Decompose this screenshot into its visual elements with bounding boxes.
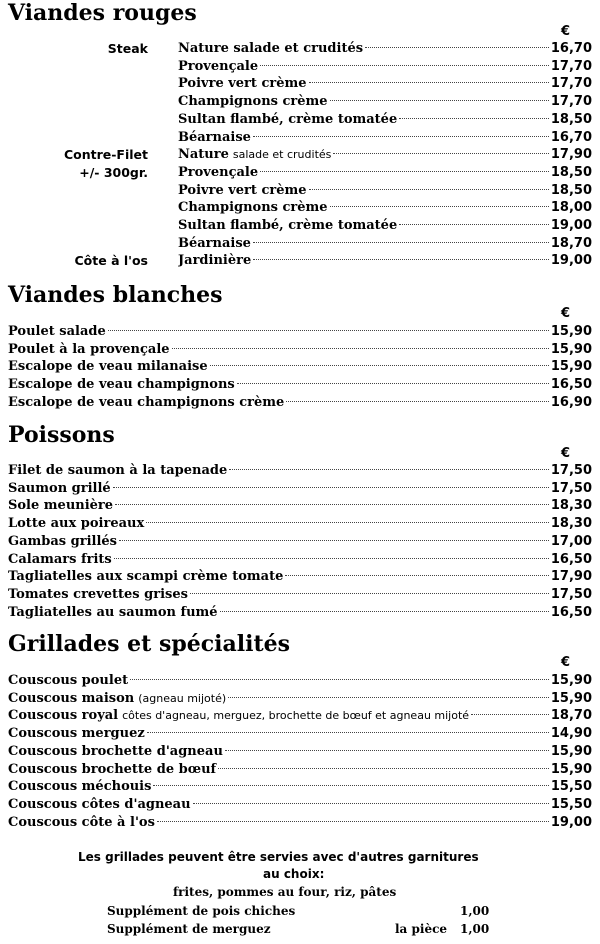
item-line xyxy=(8,568,592,586)
item-line xyxy=(8,480,592,498)
item-name: Béarnaise xyxy=(178,235,251,251)
item-line xyxy=(178,40,592,58)
item-price: 17,70 xyxy=(550,94,592,110)
dot-leader xyxy=(330,99,549,101)
dot-leader xyxy=(220,610,549,612)
menu-item-row xyxy=(0,75,600,93)
dot-leader xyxy=(253,241,549,243)
item-line xyxy=(178,217,592,235)
footer-line-2: au choix: xyxy=(263,867,325,881)
dot-leader xyxy=(153,784,548,786)
currency-symbol: € xyxy=(560,24,570,39)
item-line xyxy=(8,341,592,359)
item-price: 17,70 xyxy=(550,76,592,92)
item-line xyxy=(8,497,592,515)
item-line xyxy=(8,814,592,832)
menu-item-row xyxy=(0,551,600,569)
item-price: 18,50 xyxy=(550,111,592,127)
menu-item-row xyxy=(0,93,600,111)
dot-leader xyxy=(115,503,549,505)
item-price: 17,90 xyxy=(550,147,592,163)
dot-leader xyxy=(172,347,549,349)
item-name: Provençale xyxy=(178,58,259,74)
menu-item-row xyxy=(0,586,600,604)
menu-item-row xyxy=(0,323,600,341)
item-price: 19,00 xyxy=(550,814,592,830)
item-name: Escalope de veau milanaise xyxy=(8,359,208,375)
item-line xyxy=(178,129,592,147)
dot-leader xyxy=(471,713,549,715)
menu-item-row xyxy=(0,217,600,235)
item-name: Poulet à la provençale xyxy=(8,341,170,357)
menu-item-row xyxy=(0,182,600,200)
dot-leader xyxy=(333,152,549,154)
menu-item-row xyxy=(0,341,600,359)
dot-leader xyxy=(225,749,549,751)
supplement-2-label: Supplément de merguez xyxy=(107,922,271,936)
dot-leader xyxy=(218,767,549,769)
dot-leader xyxy=(399,223,549,225)
item-price: 16,50 xyxy=(550,551,592,567)
menu-item-row xyxy=(0,40,600,58)
dot-leader xyxy=(119,539,549,541)
menu-item-row xyxy=(0,462,600,480)
menu-item-row xyxy=(0,814,600,832)
dot-leader xyxy=(228,696,549,698)
item-price: 15,50 xyxy=(550,779,592,795)
menu-item-row xyxy=(0,146,600,164)
menu-item-row xyxy=(0,690,600,708)
item-price: 18,30 xyxy=(550,498,592,514)
item-price: 18,70 xyxy=(550,235,592,251)
item-price: 15,90 xyxy=(550,761,592,777)
currency-symbol: € xyxy=(560,655,570,670)
footer-line-3: frites, pommes au four, riz, pâtes xyxy=(173,885,397,899)
item-name: Couscous brochette d'agneau xyxy=(8,743,223,759)
dot-leader xyxy=(309,188,549,190)
item-price: 17,00 xyxy=(550,533,592,549)
item-name: Saumon grillé xyxy=(8,480,111,496)
menu-item-row xyxy=(0,672,600,690)
menu-item-row xyxy=(0,778,600,796)
item-name: Nature xyxy=(178,147,229,163)
item-line xyxy=(8,778,592,796)
item-category: Steak xyxy=(107,41,148,56)
item-line xyxy=(178,235,592,253)
item-name: Escalope de veau champignons xyxy=(8,377,235,393)
menu-item-row xyxy=(0,568,600,586)
item-name: Provençale xyxy=(178,164,259,180)
item-name: Couscous merguez xyxy=(8,726,145,742)
item-line xyxy=(8,323,592,341)
item-price: 16,70 xyxy=(550,129,592,145)
item-price: 15,90 xyxy=(550,673,592,688)
menu-item-row xyxy=(0,725,600,743)
dot-leader xyxy=(157,820,549,822)
item-name: Couscous royal xyxy=(8,708,119,724)
item-price: 15,90 xyxy=(550,743,592,759)
currency-symbol: € xyxy=(560,306,570,321)
menu-item-row xyxy=(0,376,600,394)
item-name: Couscous côtes d'agneau xyxy=(8,796,191,812)
dot-leader xyxy=(260,64,549,66)
item-category: Côte à l'os xyxy=(74,253,148,269)
item-line xyxy=(8,725,592,743)
menu-item-row xyxy=(0,533,600,551)
item-name: Couscous brochette de bœuf xyxy=(8,761,217,777)
item-name: Poivre vert crème xyxy=(178,76,307,92)
item-name: Poivre vert crème xyxy=(178,182,307,198)
item-price: 18,30 xyxy=(550,516,592,532)
section-title: Viandes blanches xyxy=(8,282,223,308)
menu-item-row xyxy=(0,235,600,253)
menu-item-row xyxy=(0,358,600,376)
item-line xyxy=(8,796,592,814)
item-line xyxy=(8,515,592,533)
item-price: 18,50 xyxy=(550,182,592,198)
item-price: 15,90 xyxy=(550,324,592,339)
item-name: Gambas grillés xyxy=(8,533,117,549)
item-price: 14,90 xyxy=(550,726,592,742)
item-price: 19,00 xyxy=(550,218,592,233)
item-price: 16,70 xyxy=(550,41,592,56)
menu-item-row xyxy=(0,394,600,412)
menu-item-row xyxy=(0,743,600,761)
menu-item-row xyxy=(0,129,600,147)
item-line xyxy=(178,75,592,93)
item-price: 16,50 xyxy=(550,604,592,620)
menu-item-row xyxy=(0,252,600,270)
item-name: Champignons crème xyxy=(178,200,328,216)
item-name: Tagliatelles aux scampi crème tomate xyxy=(8,569,284,585)
item-line xyxy=(8,761,592,779)
item-line xyxy=(8,533,592,551)
item-price: 17,50 xyxy=(550,463,592,478)
item-line xyxy=(8,462,592,480)
item-line xyxy=(178,58,592,76)
item-price: 16,50 xyxy=(550,377,592,393)
menu-item-row xyxy=(0,761,600,779)
supplement-1-label: Supplément de pois chiches xyxy=(107,904,296,918)
item-name: Lotte aux poireaux xyxy=(8,516,145,532)
dot-leader xyxy=(365,46,549,48)
item-price: 17,70 xyxy=(550,58,592,74)
item-line xyxy=(178,146,592,164)
item-name: Couscous poulet xyxy=(8,673,129,688)
item-name: Escalope de veau champignons crème xyxy=(8,394,285,410)
dot-leader xyxy=(330,205,549,207)
dot-leader xyxy=(190,592,549,594)
item-line xyxy=(178,164,592,182)
dot-leader xyxy=(146,521,549,523)
item-name: Couscous côte à l'os xyxy=(8,814,155,830)
item-price: 17,90 xyxy=(550,569,592,585)
item-name: Béarnaise xyxy=(178,129,251,145)
dot-leader xyxy=(193,802,549,804)
item-price: 15,90 xyxy=(550,359,592,375)
menu-item-row xyxy=(0,111,600,129)
footer-line-1: Les grillades peuvent être servies avec d'autres garnitures xyxy=(78,850,479,864)
item-note: salade et crudités xyxy=(232,148,332,162)
item-name: Calamars frits xyxy=(8,551,112,567)
item-price: 15,50 xyxy=(550,796,592,812)
dot-leader xyxy=(260,170,549,172)
item-category: Contre-Filet xyxy=(63,147,148,163)
item-category: +/- 300gr. xyxy=(79,164,148,180)
dot-leader xyxy=(285,574,549,576)
item-price: 17,50 xyxy=(550,480,592,496)
item-name: Nature salade et crudités xyxy=(178,41,364,56)
menu-item-row xyxy=(0,164,600,182)
item-line xyxy=(178,252,592,270)
item-line xyxy=(8,358,592,376)
menu-item-row xyxy=(0,796,600,814)
item-line xyxy=(8,376,592,394)
menu-item-row xyxy=(0,515,600,533)
item-line xyxy=(178,111,592,129)
dot-leader xyxy=(399,117,549,119)
item-line xyxy=(8,672,592,690)
item-price: 19,00 xyxy=(550,253,592,269)
item-price: 18,70 xyxy=(550,708,592,724)
item-line xyxy=(8,690,592,708)
item-price: 17,50 xyxy=(550,586,592,602)
item-name: Filet de saumon à la tapenade xyxy=(8,463,228,478)
item-line xyxy=(8,707,592,725)
menu-item-row xyxy=(0,199,600,217)
supplement-2-price: 1,00 xyxy=(460,922,490,936)
item-line xyxy=(8,743,592,761)
menu-item-row xyxy=(0,604,600,622)
item-line xyxy=(178,199,592,217)
menu-item-row xyxy=(0,58,600,76)
item-price: 15,90 xyxy=(550,341,592,357)
item-line xyxy=(178,93,592,111)
item-line xyxy=(8,551,592,569)
menu-item-row xyxy=(0,480,600,498)
item-note: côtes d'agneau, merguez, brochette de bœuf et agneau mijoté xyxy=(122,709,470,723)
item-name: Tagliatelles au saumon fumé xyxy=(8,604,218,620)
item-line xyxy=(8,394,592,412)
section-title: Grillades et spécialités xyxy=(8,631,290,657)
dot-leader xyxy=(237,382,549,384)
item-price: 18,50 xyxy=(550,164,592,180)
supplement-2-unit: la pièce xyxy=(395,922,448,936)
dot-leader xyxy=(210,364,549,366)
item-name: Sultan flambé, crème tomatée xyxy=(178,111,398,127)
section-title: Poissons xyxy=(8,422,115,448)
item-line xyxy=(178,182,592,200)
dot-leader xyxy=(309,81,549,83)
currency-symbol: € xyxy=(560,446,570,461)
section-title: Viandes rouges xyxy=(8,0,197,26)
item-name: Couscous maison xyxy=(8,690,135,706)
menu-item-row xyxy=(0,707,600,725)
item-name: Jardinière xyxy=(178,253,252,269)
dot-leader xyxy=(108,329,549,331)
item-price: 15,90 xyxy=(550,690,592,706)
item-name: Tomates crevettes grises xyxy=(8,586,188,602)
item-name: Sultan flambé, crème tomatée xyxy=(178,218,398,233)
dot-leader xyxy=(147,731,549,733)
dot-leader xyxy=(229,468,549,470)
menu-item-row xyxy=(0,497,600,515)
item-note: (agneau mijoté) xyxy=(138,691,227,705)
item-name: Couscous méchouis xyxy=(8,779,152,795)
item-name: Sole meunière xyxy=(8,498,114,514)
item-line xyxy=(8,586,592,604)
dot-leader xyxy=(114,557,549,559)
item-name: Champignons crème xyxy=(178,94,328,110)
dot-leader xyxy=(253,258,549,260)
item-price: 16,90 xyxy=(550,394,592,410)
item-line xyxy=(8,604,592,622)
dot-leader xyxy=(286,400,549,402)
dot-leader xyxy=(253,135,549,137)
dot-leader xyxy=(130,678,549,680)
supplement-1-price: 1,00 xyxy=(460,904,490,918)
item-price: 18,00 xyxy=(550,200,592,216)
item-name: Poulet salade xyxy=(8,324,106,339)
dot-leader xyxy=(113,486,549,488)
